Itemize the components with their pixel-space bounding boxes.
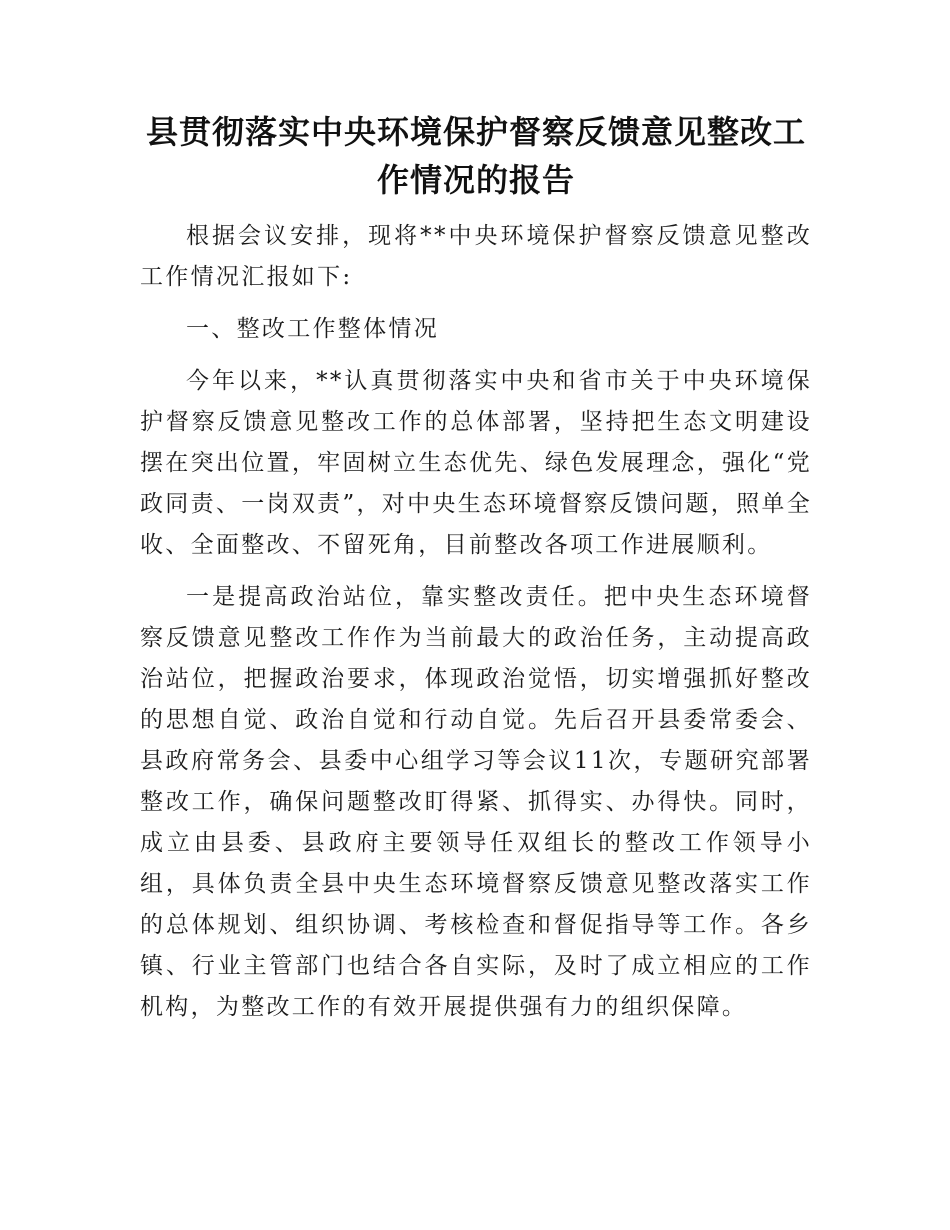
document-title: 县贯彻落实中央环境保护督察反馈意见整改工作情况的报告 [145, 113, 806, 199]
document-body [140, 216, 812, 1039]
section-heading: 一、整改工作整体情况 [186, 316, 439, 342]
intro-paragraph: 根据会议安排，现将**中央环境保护督察反馈意见整改工作情况汇报如下: [140, 223, 812, 290]
measure-paragraph: 一是提高政治站位，靠实整改责任。把中央生态环境督察反馈意见整改工作作为当前最大的政治任务，主动提高政治站位，把握政治要求，体现政治觉悟，切实增强抓好整改的思想自觉、政治自觉和行动自觉。先后召开县委常委会、县政府常务会、县委中心组学习等会议11次，专题研究部署整改工作，确保问题整改盯得紧、抓得实、办得快。同时，成立由县委、县政府主要领导任双组长的整改工作领导小组，具体负责全县中央生态环境督察反馈意见整改落实工作的总体规划、组织协调、考核检查和督促指导等工作。各乡镇、行业主管部门也结合各自实际，及时了成立相应的工作机构，为整改工作的有效开展提供强有力的组织保障。 [140, 584, 812, 1020]
overview-paragraph: 今年以来，**认真贯彻落实中央和省市关于中央环境保护督察反馈意见整改工作的总体部署，坚持把生态文明建设摆在突出位置，牢固树立生态优先、绿色发展理念，强化“党政同责、一岗双责”，对中央生态环境督察反馈问题，照单全收、全面整改、不留死角，目前整改各项工作进展顺利。 [140, 368, 812, 558]
